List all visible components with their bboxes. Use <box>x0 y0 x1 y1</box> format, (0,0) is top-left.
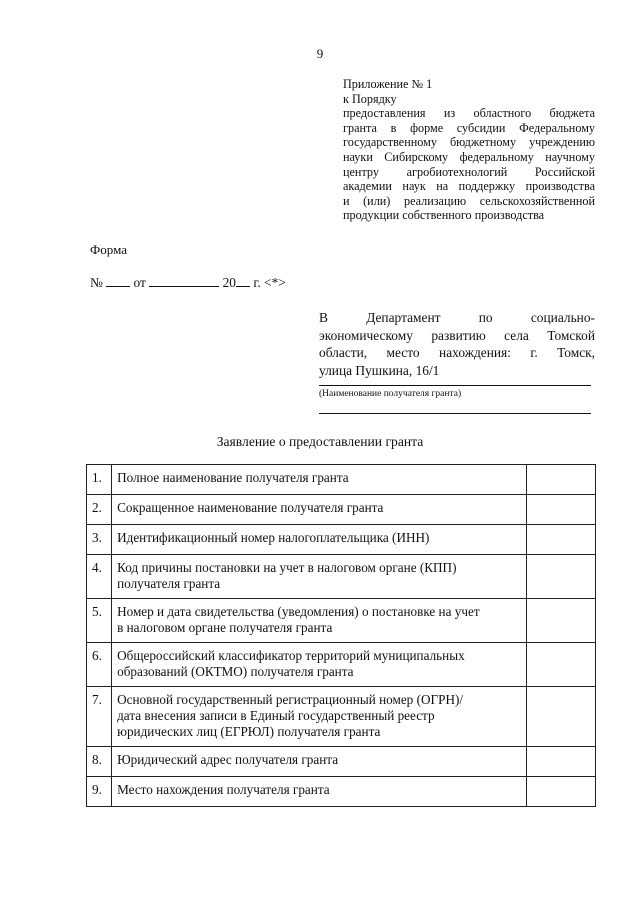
recipient-hint: (Наименование получателя гранта) <box>319 389 462 399</box>
row-value-cell[interactable] <box>526 687 595 747</box>
table-row <box>87 555 596 599</box>
appendix-line: гранта в форме субсидии Федеральному <box>343 120 595 135</box>
row-value-cell[interactable] <box>526 599 595 643</box>
row-label-line: в налоговом органе получателя гранта <box>117 620 333 635</box>
table-row <box>87 777 596 807</box>
number-blank[interactable] <box>106 274 130 287</box>
year-blank[interactable] <box>236 274 250 287</box>
row-number: 1. <box>87 465 112 495</box>
recipient-line: экономическому развитию села Томской <box>319 327 595 343</box>
recipient-extra-line[interactable] <box>319 413 591 414</box>
row-label-line: Общероссийский классификатор территорий муниципальных <box>117 648 465 663</box>
row-value-cell[interactable] <box>526 495 595 525</box>
row-label-line: Код причины постановки на учет в налоговом органе (КПП) <box>117 560 457 575</box>
table-row <box>87 495 596 525</box>
appendix-line-last: продукции собственного производства <box>343 208 545 223</box>
row-label <box>112 643 527 687</box>
row-label-line: дата внесения записи в Единый государственный реестр <box>117 708 435 723</box>
form-label: Форма <box>90 242 127 257</box>
grant-application-table <box>86 464 596 807</box>
table-row <box>87 525 596 555</box>
appendix-header <box>343 77 595 223</box>
year-suffix: г. <*> <box>253 275 286 290</box>
row-label: Юридический адрес получателя гранта <box>112 747 527 777</box>
row-value-cell[interactable] <box>526 777 595 807</box>
row-number: 2. <box>87 495 112 525</box>
recipient-line-last: улица Пушкина, 16/1 <box>319 362 440 378</box>
row-label: Идентификационный номер налогоплательщика (ИНН) <box>112 525 527 555</box>
date-blank[interactable] <box>149 274 219 287</box>
row-label-line: получателя гранта <box>117 576 221 591</box>
year-prefix: 20 <box>222 275 236 290</box>
table-row <box>87 747 596 777</box>
row-number: 8. <box>87 747 112 777</box>
row-label-line: Основной государственный регистрационный номер (ОГРН)/ <box>117 692 464 707</box>
table-row <box>87 599 596 643</box>
row-number: 4. <box>87 555 112 599</box>
row-value-cell[interactable] <box>526 555 595 599</box>
appendix-line: академии наук на поддержку производства <box>343 179 595 194</box>
row-label: Сокращенное наименование получателя гранта <box>112 495 527 525</box>
appendix-number: Приложение № 1 <box>343 77 433 91</box>
row-label: Место нахождения получателя гранта <box>112 777 527 807</box>
row-label-line: образований (ОКТМО) получателя гранта <box>117 664 354 679</box>
recipient-line: области, место нахождения: г. Томск, <box>319 345 595 360</box>
table-row <box>87 643 596 687</box>
row-number: 5. <box>87 599 112 643</box>
row-label-line: Номер и дата свидетельства (уведомления) о постановке на учет <box>117 604 480 619</box>
recipient-name-line[interactable] <box>319 385 591 386</box>
appendix-ref: к Порядку <box>343 91 397 106</box>
row-number: 9. <box>87 777 112 807</box>
appendix-line: науки Сибирскому федеральному научному <box>343 149 595 164</box>
row-value-cell[interactable] <box>526 643 595 687</box>
number-line <box>90 274 286 291</box>
row-value-cell[interactable] <box>526 747 595 777</box>
number-sign: № <box>90 275 103 290</box>
recipient-line: В Департамент по социально- <box>319 310 595 325</box>
appendix-line: государственному бюджетному учреждению <box>343 135 595 150</box>
page-number: 9 <box>316 46 324 61</box>
appendix-line: центру агробиотехнологий Российской <box>343 164 595 179</box>
table-row <box>87 465 596 495</box>
row-label: Полное наименование получателя гранта <box>112 465 527 495</box>
table-row <box>87 687 596 747</box>
from-word: от <box>133 275 146 290</box>
row-number: 6. <box>87 643 112 687</box>
appendix-line: предоставления из областного бюджета <box>343 106 595 121</box>
row-number: 3. <box>87 525 112 555</box>
recipient-block <box>319 309 595 379</box>
document-title: Заявление о предоставлении гранта <box>216 434 424 449</box>
row-label <box>112 555 527 599</box>
row-number: 7. <box>87 687 112 747</box>
row-value-cell[interactable] <box>526 525 595 555</box>
row-label <box>112 687 527 747</box>
row-value-cell[interactable] <box>526 465 595 495</box>
row-label <box>112 599 527 643</box>
appendix-line: и (или) реализацию сельскохозяйственной <box>343 193 595 208</box>
row-label-line: юридических лиц (ЕГРЮЛ) получателя гранта <box>117 724 381 739</box>
